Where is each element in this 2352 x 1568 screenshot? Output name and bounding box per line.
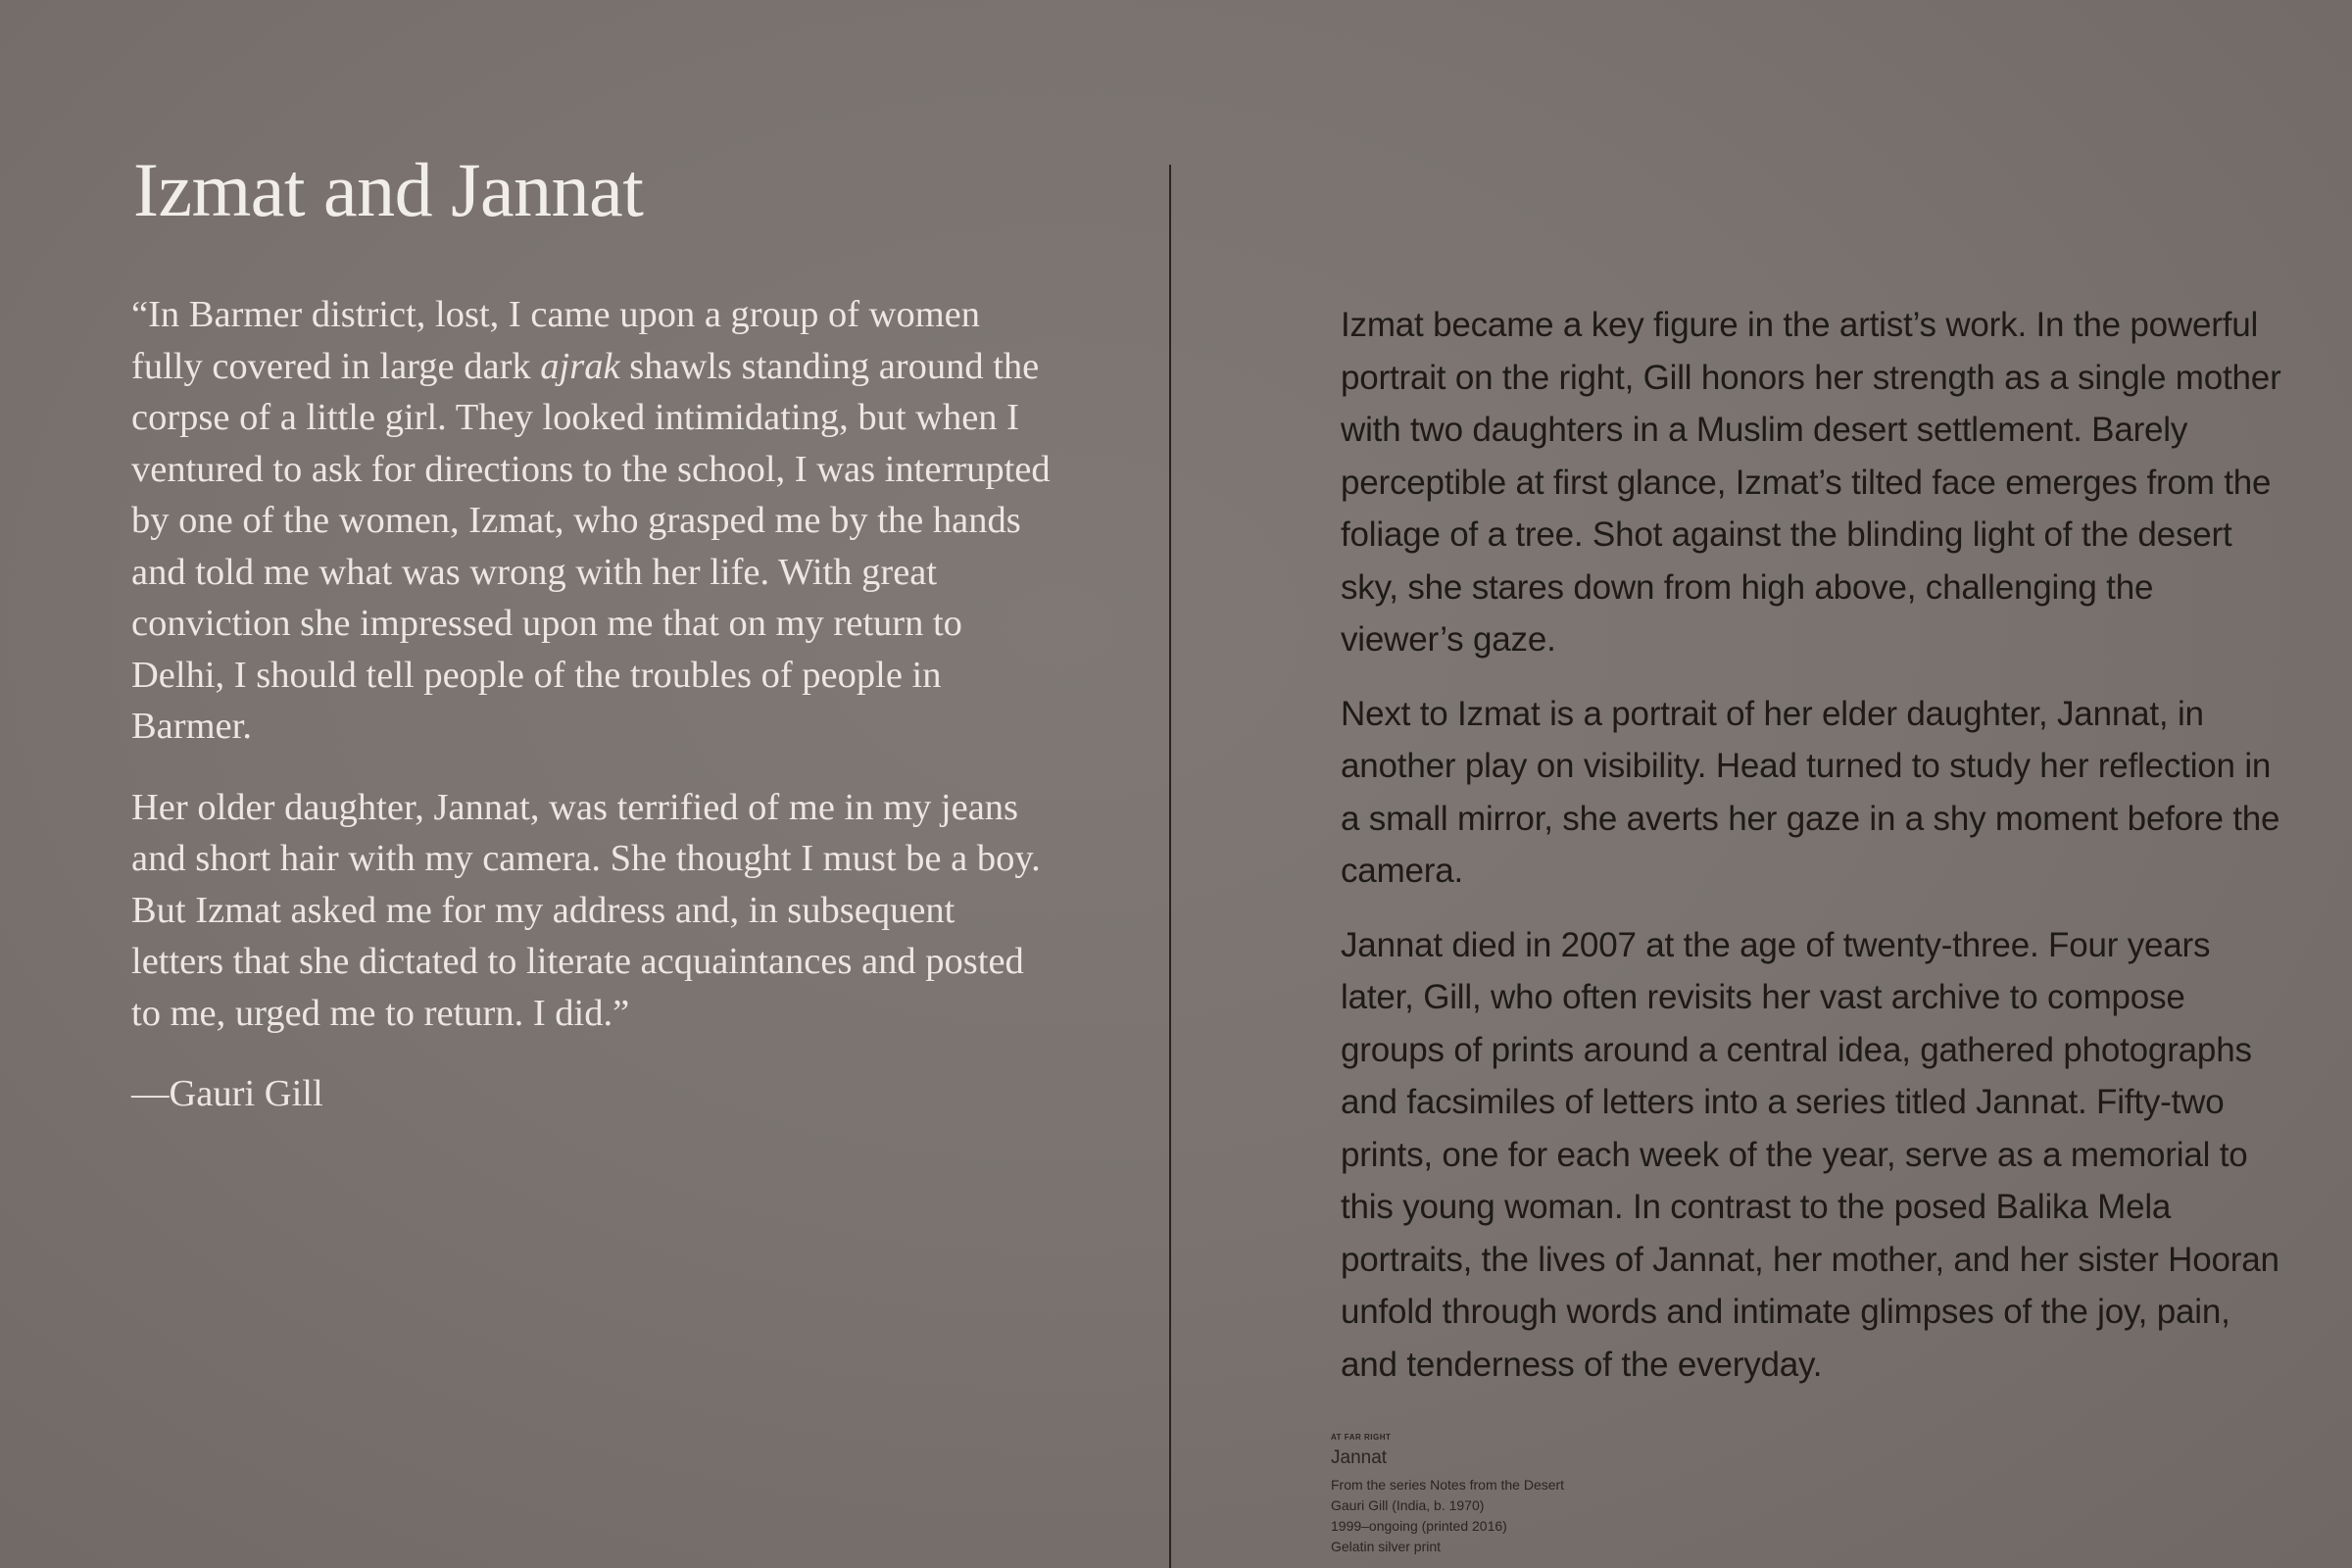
credit-artist: Gauri Gill (India, b. 1970): [1331, 1497, 1485, 1513]
artist-quote: [131, 289, 1053, 1039]
credit-series: From the series Notes from the Desert: [1331, 1477, 1565, 1493]
quote-p1-text: “In Barmer district, lost, I came upon a group of women fully covered in large dark: [131, 294, 981, 387]
quote-paragraph-1: [131, 289, 1053, 753]
page-title: Izmat and Jannat: [133, 147, 644, 232]
credit-medium: Gelatin silver print: [1331, 1539, 1442, 1554]
credit-kicker: AT FAR RIGHT: [1331, 1433, 1392, 1442]
quote-italic-term: ajrak: [540, 345, 620, 387]
credit-work-title: Jannat: [1331, 1447, 1388, 1468]
commentary-paragraph-3: Jannat died in 2007 at the age of twenty-three. Four years later, Gill, who often revisits her vast archive to compose groups of prints around a central idea, gathered photographs and facsimiles of letters into a series titled Jannat. Fifty-two prints, one for each week of the year, serve as a memorial to this young woman. In contrast to the posed Balika Mela portraits, the lives of Jannat, her mother, and her sister Hooran unfold through words and intimate glimpses of the joy, pain, and tenderness of the everyday.: [1341, 925, 2279, 1384]
credit-dates: 1999–ongoing (printed 2016): [1331, 1518, 1507, 1534]
artwork-credit-label: [1331, 1433, 1564, 1557]
quote-p1-text-cont: shawls standing around the corpse of a little girl. They looked intimidating, but when I ventured to ask for directions to the school, I was interrupted by one of the women, Izmat, who grasped me by the hands and told me what was wrong with her life. With great conviction she impressed upon me that on my return to Delhi, I should tell people of the troubles of people in Barmer.: [131, 345, 1051, 747]
quote-paragraph-2: Her older daughter, Jannat, was terrified of me in my jeans and short hair with my camera. She thought I must be a boy. But Izmat asked me for my address and, in subsequent letters that she dictated to literate acquaintances and posted to me, urged me to return. I did.”: [131, 786, 1041, 1034]
commentary-paragraph-1: Izmat became a key figure in the artist’s work. In the powerful portrait on the right, Gill honors her strength as a single mother with two daughters in a Muslim desert settlement. Barely perceptible at first glance, Izmat’s tilted face emerges from the foliage of a tree. Shot against the blinding light of the desert sky, she stares down from high above, challenging the viewer’s gaze.: [1341, 306, 2281, 659]
vertical-divider: [1169, 165, 1171, 1568]
commentary-paragraph-2: Next to Izmat is a portrait of her elder daughter, Jannat, in another play on visibility. Head turned to study her reflection in a small mirror, she averts her gaze in a shy moment before the camera.: [1341, 694, 2280, 890]
quote-attribution: —Gauri Gill: [131, 1073, 323, 1114]
quote-panel: [131, 147, 1053, 1119]
commentary-panel: [1341, 299, 2281, 1412]
